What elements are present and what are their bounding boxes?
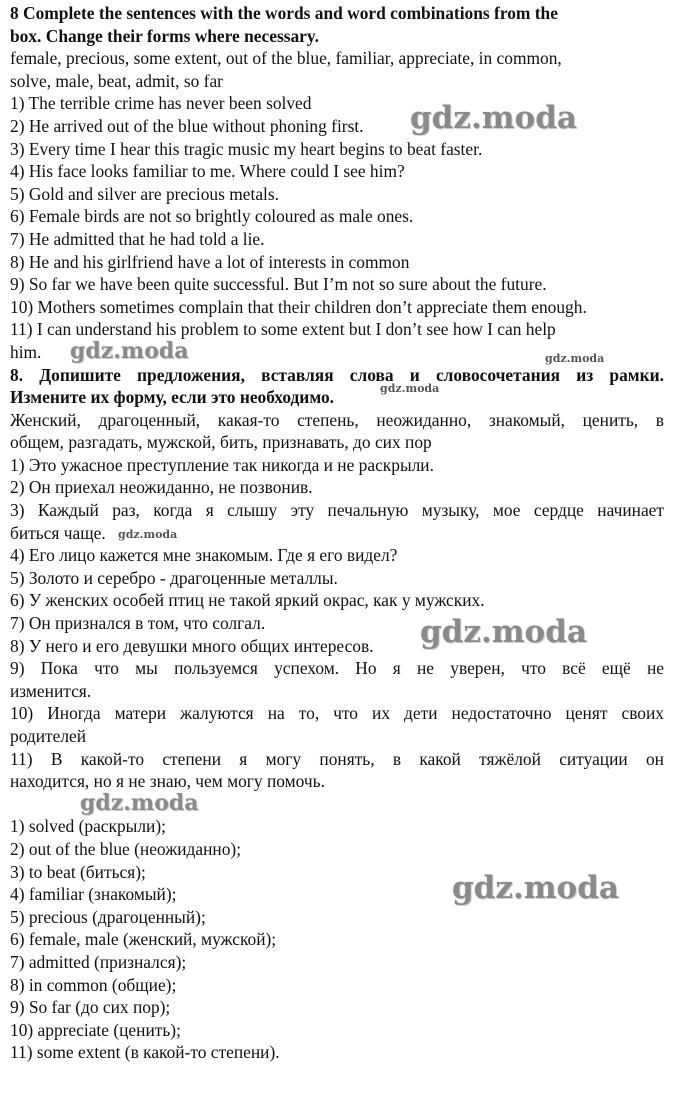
answer-item: 9) So far (до сих пор);	[10, 997, 171, 1018]
answer-item: 8) in common (общие);	[10, 974, 177, 995]
watermark-logo: gdz.moda	[452, 870, 619, 906]
sentence-en: 1) The terrible crime has never been solved	[10, 93, 312, 114]
sentence-ru: 7) Он признался в том, что солгал.	[10, 613, 266, 634]
sentence-en: 6) Female birds are not so brightly coloured as male ones.	[10, 206, 414, 227]
sentence-en: 8) He and his girlfriend have a lot of interests in common	[10, 251, 410, 272]
sentence-ru: 6) У женских особей птиц не такой яркий окрас, как у мужских.	[10, 590, 485, 611]
watermark-logo: gdz.moda	[420, 614, 587, 650]
watermark-logo: gdz.moda	[380, 382, 440, 395]
sentence-en-cont: him.	[10, 341, 42, 362]
watermark-logo: gdz.moda	[70, 338, 189, 364]
sentence-en: 11) I can understand his problem to some extent but I don’t see how I can help	[10, 319, 556, 340]
exercise-heading-ru-cont: Измените их форму, если это необходимо.	[10, 387, 334, 408]
word-box-ru-cont: общем, разгадать, мужской, бить, признавать, до сих пор	[10, 432, 432, 453]
sentence-en: 5) Gold and silver are precious metals.	[10, 183, 279, 204]
word-box-en-cont: solve, male, beat, admit, so far	[10, 70, 223, 91]
sentence-en: 4) His face looks familiar to me. Where could I see him?	[10, 161, 405, 182]
sentence-ru-cont: находится, но я не знаю, чем могу помочь.	[10, 771, 325, 792]
answer-item: 6) female, male (женский, мужской);	[10, 929, 277, 950]
watermark-logo: gdz.moda	[118, 528, 178, 541]
answer-item: 11) some extent (в какой-то степени).	[10, 1042, 280, 1063]
watermark-logo: gdz.moda	[410, 100, 577, 136]
sentence-ru: 4) Его лицо кажется мне знакомым. Где я его видел?	[10, 545, 398, 566]
sentence-ru: 10) Иногда матери жалуются на то, что их дети недостаточно ценят своих	[10, 703, 664, 724]
sentence-ru-cont: родителей	[10, 726, 87, 746]
answer-item: 7) admitted (признался);	[10, 951, 187, 972]
exercise-heading-en-cont: box. Change their forms where necessary.	[10, 25, 319, 46]
exercise-heading-ru: 8. Допишите предложения, вставляя слова и словосочетания из рамки.	[10, 364, 664, 385]
sentence-ru: 2) Он приехал неожиданно, не позвонив.	[10, 477, 313, 498]
watermark-logo: gdz.moda	[80, 790, 199, 816]
word-box-en: female, precious, some extent, out of the blue, familiar, appreciate, in common,	[10, 48, 562, 69]
word-box-ru: Женский, драгоценный, какая-то степень, неожиданно, знакомый, ценить, в	[10, 409, 664, 430]
sentence-ru-cont: биться чаще.	[10, 522, 106, 543]
sentence-ru-cont: изменится.	[10, 680, 92, 701]
exercise-heading-en: 8 Complete the sentences with the words and word combinations from the	[10, 3, 558, 23]
answer-item: 3) to beat (биться);	[10, 861, 146, 882]
sentence-ru: 8) У него и его девушки много общих интересов.	[10, 635, 374, 656]
answer-item: 10) appreciate (ценить);	[10, 1019, 181, 1040]
sentence-ru: 1) Это ужасное преступление так никогда и не раскрыли.	[10, 454, 434, 475]
sentence-en: 9) So far we have been quite successful. But I’m not so sure about the future.	[10, 274, 547, 295]
watermark-logo: gdz.moda	[545, 352, 605, 365]
sentence-en: 7) He admitted that he had told a lie.	[10, 228, 265, 249]
sentence-ru: 3) Каждый раз, когда я слышу эту печальную музыку, мое сердце начинает	[10, 500, 664, 521]
sentence-en: 2) He arrived out of the blue without phoning first.	[10, 115, 364, 136]
sentence-ru: 5) Золото и серебро - драгоценные металлы.	[10, 567, 338, 588]
sentence-ru: 9) Пока что мы пользуемся успехом. Но я не уверен, что всё ещё не	[10, 658, 664, 679]
answer-item: 1) solved (раскрыли);	[10, 816, 166, 837]
answer-item: 2) out of the blue (неожиданно);	[10, 838, 242, 859]
sentence-ru: 11) В какой-то степени я могу понять, в какой тяжёлой ситуации он	[10, 748, 664, 769]
sentence-en: 10) Mothers sometimes complain that their children don’t appreciate them enough.	[10, 296, 587, 317]
sentence-en: 3) Every time I hear this tragic music my heart begins to beat faster.	[10, 138, 483, 159]
answer-item: 4) familiar (знакомый);	[10, 884, 177, 905]
answer-item: 5) precious (драгоценный);	[10, 906, 206, 927]
